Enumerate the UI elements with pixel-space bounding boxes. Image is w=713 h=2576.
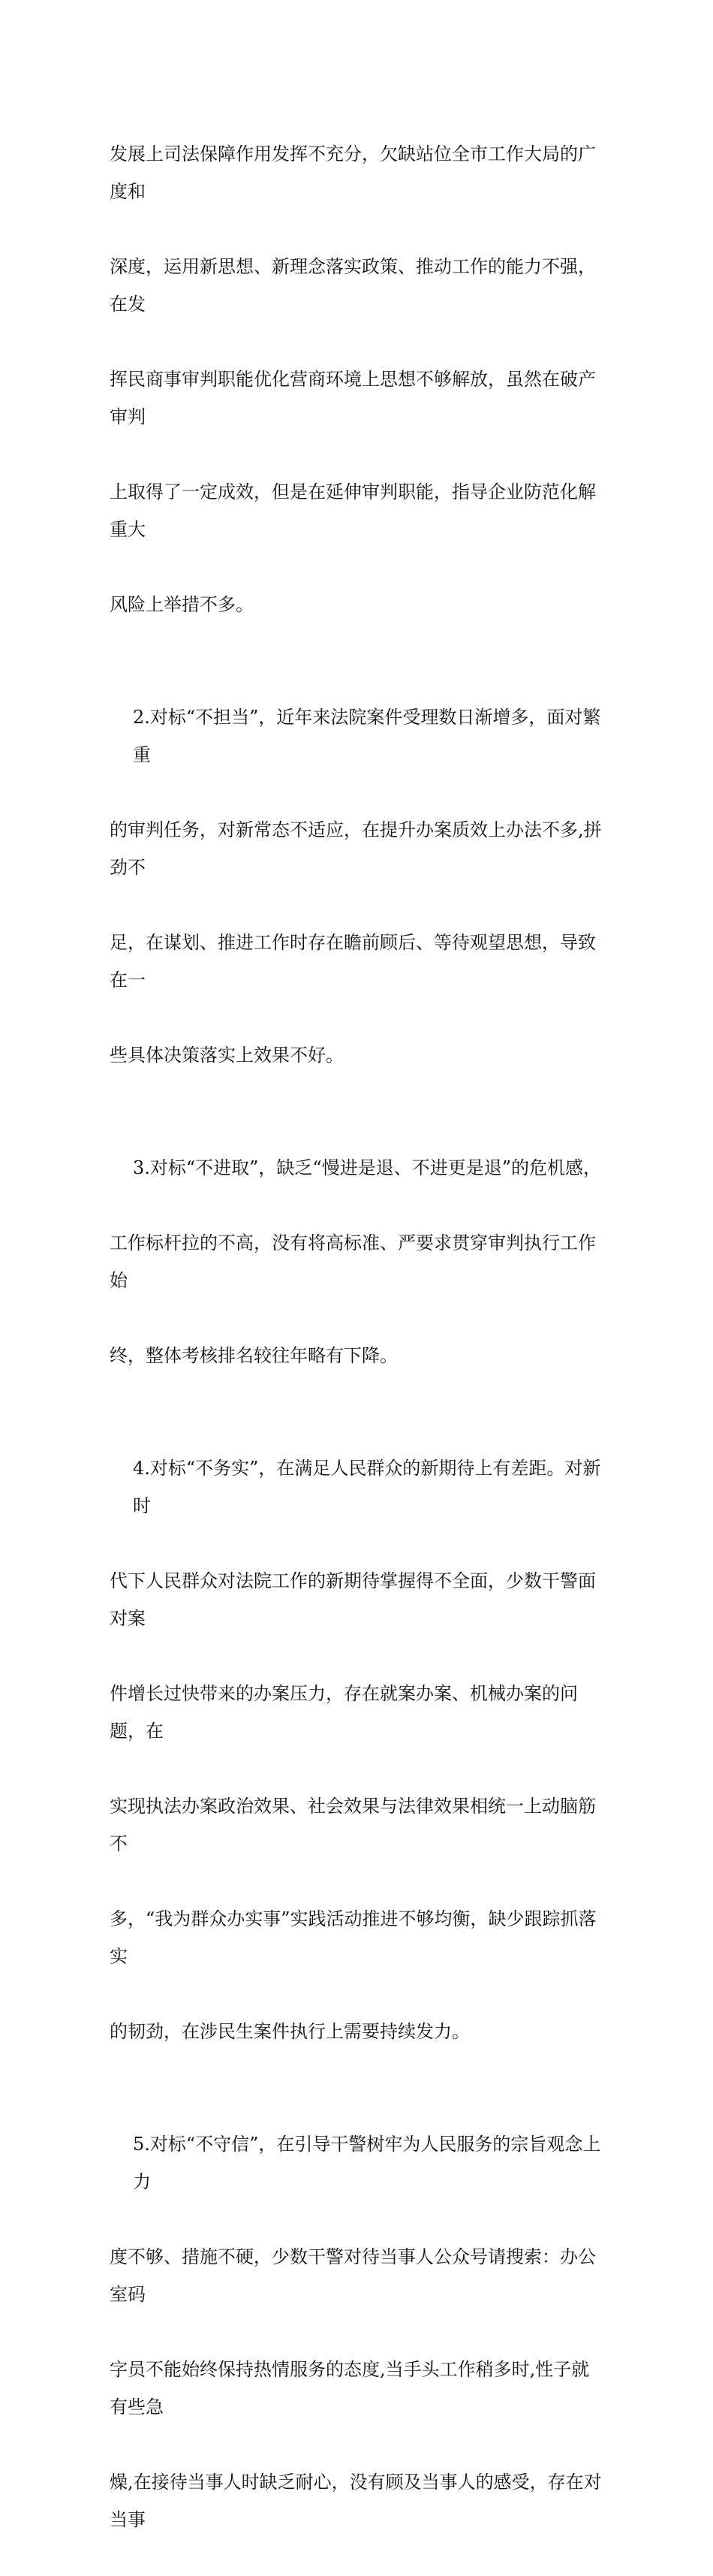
text-line: 度不够、措施不硬，少数干警对待当事人公众号请搜索：办公室码 <box>110 2246 596 2305</box>
text-line: 发展上司法保障作用发挥不充分，欠缺站位全市工作大局的广度和 <box>110 143 596 202</box>
text-line: 字员不能始终保持热情服务的态度,当手头工作稍多时,性子就有些急 <box>110 2359 590 2418</box>
text-line: 4.对标“不务实”，在满足人民群众的新期待上有差距。对新时 <box>133 1458 601 1516</box>
text-line: 终，整体考核排名较往年略有下降。 <box>110 1345 398 1366</box>
text-line: 的审判任务，对新常态不适应，在提升办案质效上办法不多,拼劲不 <box>110 819 602 878</box>
paragraph-1 <box>110 98 605 661</box>
text-line: 挥民商事审判职能优化营商环境上思想不够解放，虽然在破产审判 <box>110 369 596 427</box>
text-line: 实现执法办案政治效果、社会效果与法律效果相统一上动脑筋不 <box>110 1796 596 1854</box>
document-body <box>110 98 605 2576</box>
text-line: 上取得了一定成效，但是在延伸审判职能，指导企业防范化解重大 <box>110 481 596 540</box>
text-line: 件增长过快带来的办案压力，存在就案办案、机械办案的问题，在 <box>110 1683 578 1742</box>
text-line: 足，在谋划、推进工作时存在瞻前顾后、等待观望思想，导致在一 <box>110 932 596 991</box>
text-line: 燥,在接待当事人时缺乏耐心，没有顾及当事人的感受，存在对当事 <box>110 2472 602 2530</box>
paragraph-3 <box>110 1112 605 1412</box>
text-line: 些具体决策落实上效果不好。 <box>110 1045 344 1066</box>
paragraph-5 <box>110 2088 605 2576</box>
text-line: 工作标杆拉的不高，没有将高标准、严要求贯穿审判执行工作始 <box>110 1232 596 1291</box>
text-line: 的韧劲，在涉民生案件执行上需要持续发力。 <box>110 2021 470 2042</box>
paragraph-2 <box>110 661 605 1112</box>
paragraph-4 <box>110 1412 605 2088</box>
text-line: 代下人民群众对法院工作的新期待掌握得不全面，少数干警面对案 <box>110 1570 596 1629</box>
text-line: 深度，运用新思想、新理念落实政策、推动工作的能力不强，在发 <box>110 256 596 315</box>
text-line: 5.对标“不守信”，在引导干警树牢为人民服务的宗旨观念上力 <box>133 2134 601 2192</box>
text-line: 3.对标“不进取”，缺乏“慢进是退、不进更是退”的危机感， <box>133 1157 601 1178</box>
text-line: 风险上举措不多。 <box>110 594 254 615</box>
text-line: 2.对标“不担当”，近年来法院案件受理数日渐增多，面对繁重 <box>133 707 601 765</box>
text-line: 多，“我为群众办实事”实践活动推进不够均衡，缺少跟踪抓落实 <box>110 1908 597 1967</box>
